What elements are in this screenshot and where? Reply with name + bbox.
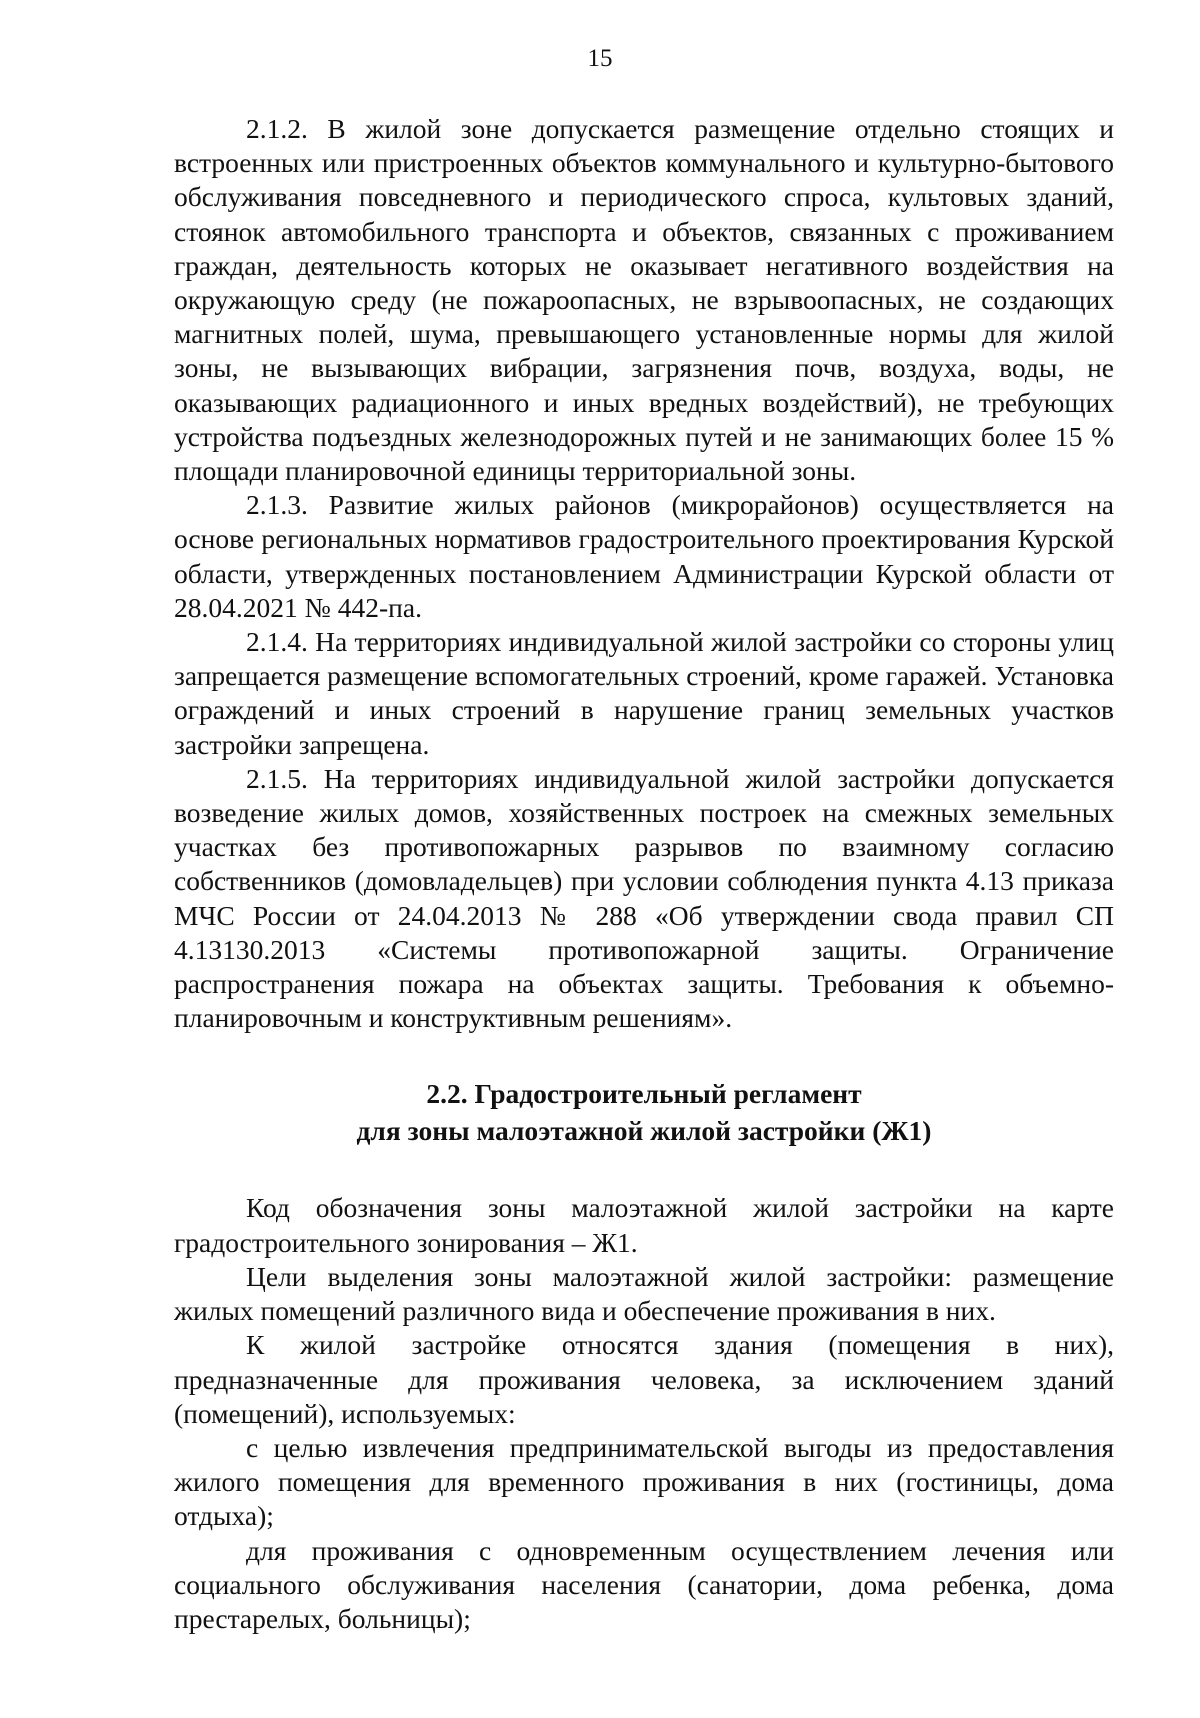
- page-number: 15: [587, 45, 613, 72]
- paragraph-residential-definition: К жилой застройке относятся здания (помещения в них), предназначенные для проживания человека, за исключением зданий (помещений), используемых:: [174, 1329, 1114, 1429]
- section-heading-line-1: 2.2. Градостроительный регламент: [426, 1078, 862, 1110]
- document-body: [174, 112, 1114, 1636]
- paragraph-exclusion-medical: для проживания с одновременным осуществлением лечения или социального обслуживания населения (санатории, дома ребенка, дома престарелых, больницы);: [174, 1534, 1114, 1634]
- paragraph-2-1-5: 2.1.5. На территориях индивидуальной жилой застройки допускается возведение жилых домов, хозяйственных построек на смежных земельных участках без противопожарных разрывов по взаимному согласию собственников (домовладельцев) при условии соблюдения пункта 4.13 приказа МЧС России от 24.04.2013 № 288 «Об утверждении свода правил СП 4.13130.2013 «Системы противопожарной защиты. Ограничение распространения пожара на объектах защиты. Требования к объемно-планировочным и конструктивным решениям».: [174, 762, 1114, 1034]
- paragraph-2-1-4: 2.1.4. На территориях индивидуальной жилой застройки со стороны улиц запрещается размещение вспомогательных строений, кроме гаражей. Установка ограждений и иных строений в нарушение границ земельных участков застройки запрещена.: [174, 626, 1114, 760]
- paragraph-2-1-2: 2.1.2. В жилой зоне допускается размещение отдельно стоящих и встроенных или пристроенных объектов коммунального и культурно-бытового обслуживания повседневного и периодического спроса, культовых зданий, стоянок автомобильного транспорта и объектов, связанных с проживанием граждан, деятельность которых не оказывает негативного воздействия на окружающую среду (не пожароопасных, не взрывоопасных, не создающих магнитных полей, шума, превышающего установленные нормы для жилой зоны, не вызывающих вибрации, загрязнения почв, воздуха, воды, не оказывающих радиационного и иных вредных воздействий), не требующих устройства подъездных железнодорожных путей и не занимающих более 15 % площади планировочной единицы территориальной зоны.: [174, 113, 1114, 487]
- section-heading-line-2: для зоны малоэтажной жилой застройки (Ж1): [356, 1115, 932, 1147]
- paragraph-2-1-3: 2.1.3. Развитие жилых районов (микрорайонов) осуществляется на основе региональных нормативов градостроительного проектирования Курской области, утвержденных постановлением Администрации Курской области от 28.04.2021 № 442-па.: [174, 489, 1114, 623]
- section-heading: [174, 1075, 1114, 1149]
- paragraph-exclusion-temporary: с целью извлечения предпринимательской выгоды из предоставления жилого помещения для временного проживания в них (гостиницы, дома отдыха);: [174, 1431, 1114, 1532]
- paragraph-zone-code: Код обозначения зоны малоэтажной жилой застройки на карте градостроительного зонирования – Ж1.: [174, 1192, 1114, 1258]
- paragraph-zone-goals: Цели выделения зоны малоэтажной жилой застройки: размещение жилых помещений различного вида и обеспечение проживания в них.: [174, 1260, 1114, 1327]
